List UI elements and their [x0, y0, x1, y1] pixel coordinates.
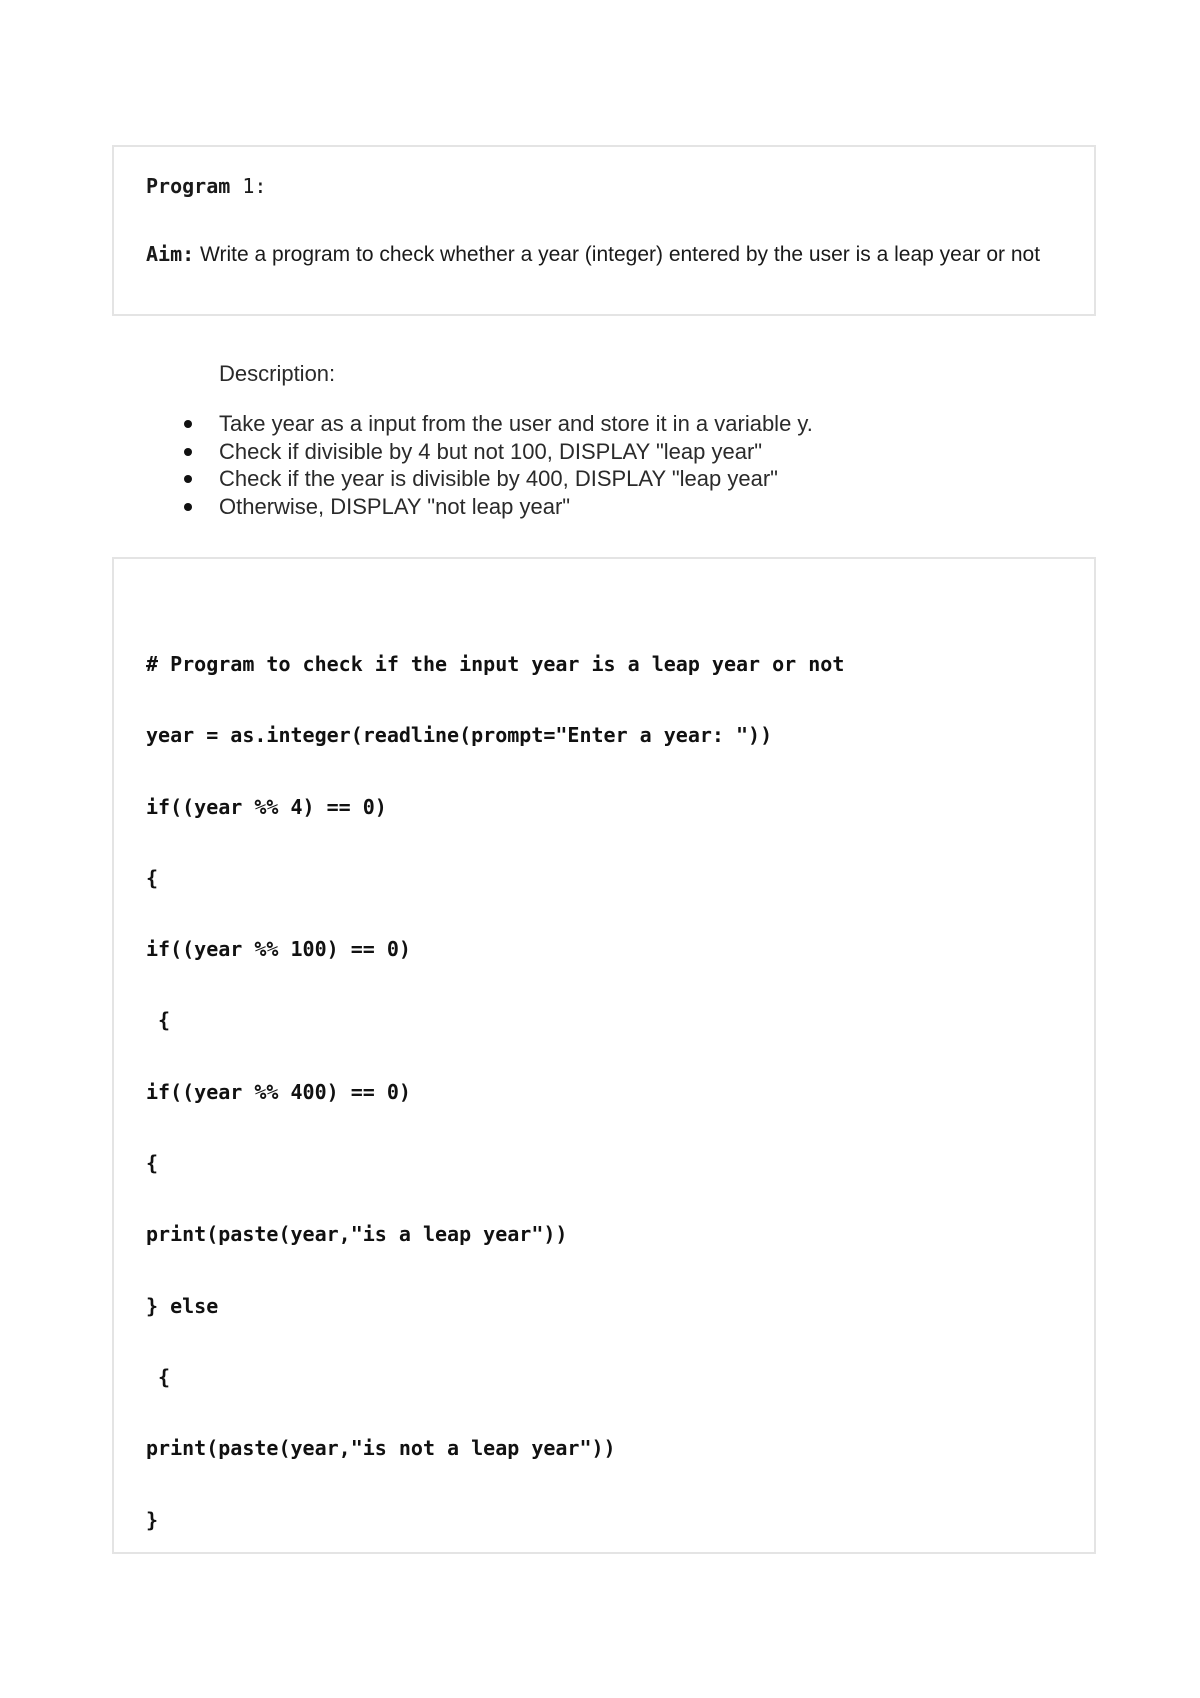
- code-line: {: [146, 1364, 171, 1389]
- bullet-icon: [184, 420, 192, 428]
- program-number: 1:: [242, 174, 267, 198]
- bullet-icon: [184, 448, 192, 456]
- code-line: print(paste(year,"is not a leap year")): [146, 1436, 616, 1461]
- list-item-text: Check if the year is divisible by 400, DISPLAY "leap year": [219, 466, 778, 491]
- code-line: year = as.integer(readline(prompt="Enter a year: ")): [146, 723, 773, 748]
- code-line: {: [146, 865, 159, 890]
- list-item: [180, 493, 1080, 521]
- description-section: [180, 356, 1080, 520]
- code-line: print(paste(year,"is a leap year")): [146, 1222, 568, 1247]
- code-line: # Program to check if the input year is a leap year or not: [146, 652, 845, 676]
- list-item: [180, 438, 1080, 466]
- code-line: }: [146, 1507, 159, 1532]
- code-line: {: [146, 1151, 159, 1176]
- code-line: if((year %% 100) == 0): [146, 937, 411, 962]
- bullet-icon: [184, 475, 192, 483]
- description-heading: Description:: [219, 361, 336, 386]
- aim-paragraph: [146, 241, 1046, 268]
- description-list: [180, 410, 1080, 520]
- code-line: } else: [146, 1293, 219, 1318]
- code-block: [112, 557, 1096, 1554]
- bullet-icon: [184, 503, 192, 511]
- list-item-text: Otherwise, DISPLAY "not leap year": [219, 493, 571, 519]
- list-item-text: Take year as a input from the user and store it in a variable y.: [219, 411, 813, 436]
- aim-text: Write a program to check whether a year (integer) entered by the user is a leap year or not: [200, 243, 1041, 266]
- aim-label: Aim:: [146, 242, 195, 266]
- list-item: [180, 465, 1080, 493]
- code-line: if((year %% 4) == 0): [146, 794, 387, 819]
- list-item: [180, 410, 1080, 438]
- code-line: {: [146, 1008, 171, 1033]
- program-title: [146, 171, 1062, 201]
- code-line: if((year %% 400) == 0): [146, 1079, 411, 1104]
- program-header-box: [112, 145, 1096, 316]
- program-label: Program: [146, 174, 231, 198]
- list-item-text: Check if divisible by 4 but not 100, DISPLAY "leap year": [219, 438, 763, 464]
